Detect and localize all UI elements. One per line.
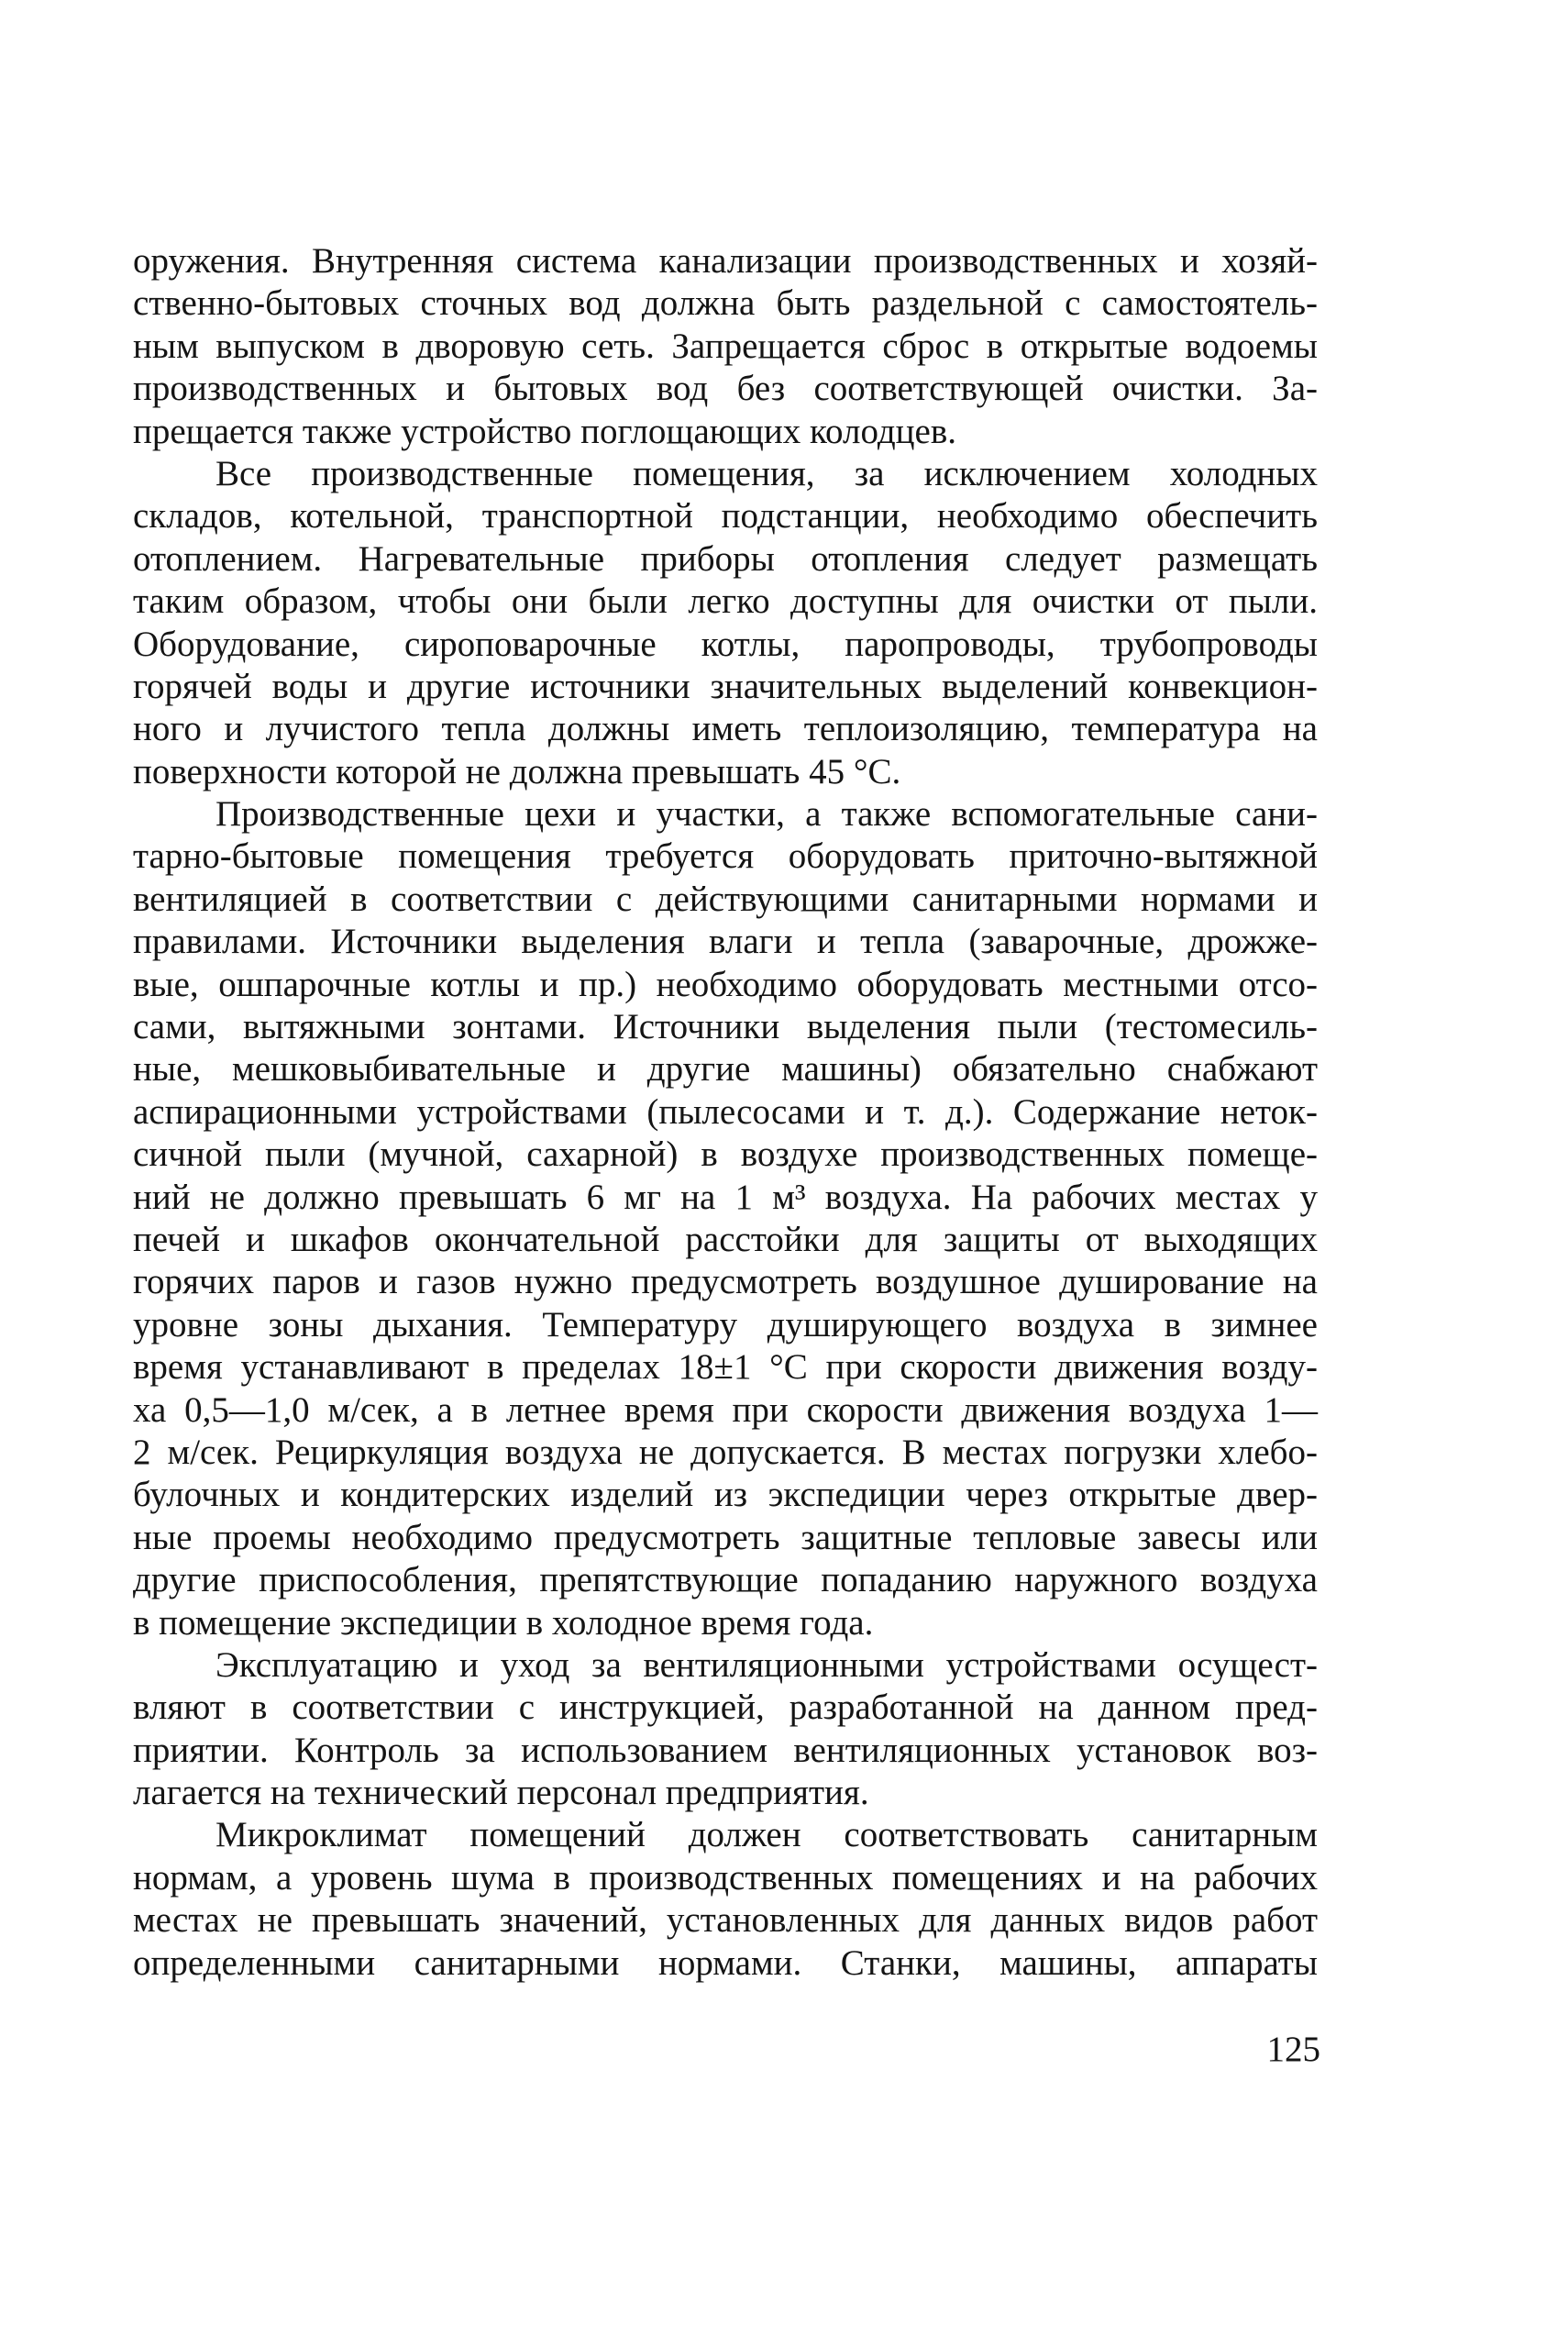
text-line: Все производственные помещения, за исключением холодных [215, 453, 1318, 493]
text-line: вентиляцией в соответствии с действующими санитарными нормами и [133, 879, 1318, 919]
text-line: оружения. Внутренняя система канализации производственных и хозяй- [133, 241, 1318, 281]
text-line: ные, мешковыбивательные и другие машины) обязательно снабжают [133, 1049, 1318, 1090]
text-line: Эксплуатацию и уход за вентиляционными устройствами осущест- [215, 1644, 1318, 1685]
paragraph [133, 1814, 1318, 1985]
text-line: прещается также устройство поглощающих колодцев. [133, 411, 957, 451]
paragraph [133, 1644, 1318, 1815]
text-line: Производственные цехи и участки, а также вспомогательные сани- [215, 794, 1318, 835]
body-text [133, 240, 1318, 1985]
text-line: сичной пыли (мучной, сахарной) в воздухе производственных помеще- [133, 1134, 1318, 1175]
text-line: Оборудование, сироповарочные котлы, паропроводы, трубопроводы [133, 624, 1318, 664]
text-line: ха 0,5—1,0 м/сек, а в летнее время при скорости движения воздуха 1— [133, 1389, 1318, 1430]
page-number: 125 [1266, 2030, 1320, 2069]
text-line: горячих паров и газов нужно предусмотреть воздушное душирование на [133, 1262, 1318, 1302]
text-line: лагается на технический персонал предприятия. [133, 1773, 869, 1813]
text-line: вляют в соответствии с инструкцией, разработанной на данном пред- [133, 1688, 1318, 1728]
text-line: ным выпуском в дворовую сеть. Запрещается сброс в открытые водоемы [133, 326, 1318, 366]
text-line: складов, котельной, транспортной подстанции, необходимо обеспечить [133, 496, 1318, 537]
text-line: приятии. Контроль за использованием вентиляционных установок воз- [133, 1730, 1318, 1770]
text-line: отоплением. Нагревательные приборы отопления следует размещать [133, 538, 1318, 579]
text-line: Микроклимат помещений должен соответствовать санитарным [215, 1815, 1318, 1855]
paragraph [133, 240, 1318, 453]
text-line: нормам, а уровень шума в производственных помещениях и на рабочих [133, 1857, 1318, 1898]
text-line: 2 м/сек. Рециркуляция воздуха не допускается. В местах погрузки хлебо- [133, 1432, 1318, 1472]
text-line: ного и лучистого тепла должны иметь теплоизоляцию, температура на [133, 709, 1318, 749]
text-line: производственных и бытовых вод без соответствующей очистки. За- [133, 369, 1318, 409]
text-line: ные проемы необходимо предусмотреть защитные тепловые завесы или [133, 1517, 1318, 1557]
text-line: сами, вытяжными зонтами. Источники выделения пыли (тестомесиль- [133, 1007, 1318, 1047]
text-line: местах не превышать значений, установленных для данных видов работ [133, 1900, 1318, 1941]
text-line: ний не должно превышать 6 мг на 1 м³ воздуха. На рабочих местах у [133, 1177, 1318, 1217]
text-line: правилами. Источники выделения влаги и тепла (заварочные, дрожже- [133, 922, 1318, 962]
text-line: другие приспособления, препятствующие попаданию наружного воздуха [133, 1560, 1318, 1600]
text-line: тарно-бытовые помещения требуется оборудовать приточно-вытяжной [133, 836, 1318, 877]
text-line: определенными санитарными нормами. Станки, машины, аппараты [133, 1942, 1318, 1983]
text-line: в помещение экспедиции в холодное время года. [133, 1602, 874, 1643]
paragraph [133, 453, 1318, 793]
text-line: печей и шкафов окончательной расстойки для защиты от выходящих [133, 1219, 1318, 1259]
text-line: поверхности которой не должна превышать 45 °С. [133, 751, 901, 791]
text-line: булочных и кондитерских изделий из экспедиции через открытые двер- [133, 1475, 1318, 1515]
text-line: вые, ошпарочные котлы и пр.) необходимо оборудовать местными отсо- [133, 964, 1318, 1004]
text-line: время устанавливают в пределах 18±1 °С при скорости движения возду- [133, 1347, 1318, 1388]
text-line: аспирационными устройствами (пылесосами и т. д.). Содержание неток- [133, 1091, 1318, 1132]
text-line: уровне зоны дыхания. Температуру душирующего воздуха в зимнее [133, 1304, 1318, 1345]
text-line: таким образом, чтобы они были легко доступны для очистки от пыли. [133, 581, 1318, 622]
text-line: ственно-бытовых сточных вод должна быть раздельной с самостоятель- [133, 283, 1318, 324]
paragraph [133, 793, 1318, 1644]
text-line: горячей воды и другие источники значительных выделений конвекцион- [133, 666, 1318, 706]
